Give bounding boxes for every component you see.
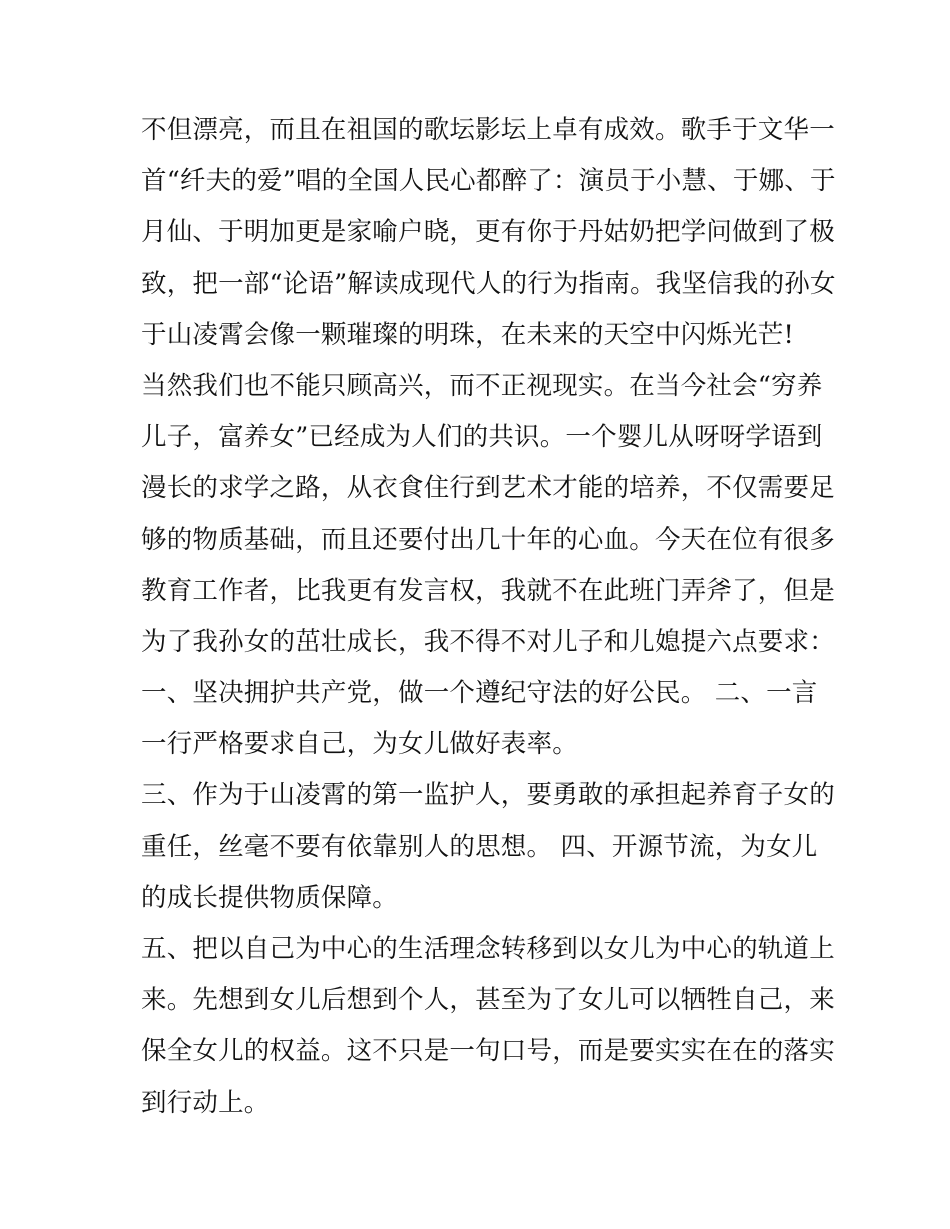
text-line-1: 不但漂亮，而且在祖国的歌坛影坛上卓有成效。歌手于文华一: [141, 115, 835, 145]
text-line-14: 三、作为于山凌霄的第一监护人，要勇敢的承担起养育子女的: [141, 780, 835, 811]
text-line-16: 的成长提供物质保障。: [141, 882, 399, 913]
text-line-12: 一、坚决拥护共产党，做一个遵纪守法的好公民。 二、一言: [141, 678, 818, 709]
text-line-17: 五、把以自己为中心的生活理念转移到以女儿为中心的轨道上: [141, 934, 835, 964]
text-line-5: 于山凌霄会像一颗璀璨的明珠，在未来的天空中闪烁光芒!: [141, 319, 794, 350]
text-line-19: 保全女儿的权益。这不只是一句口号，而是要实实在在的落实: [141, 1036, 835, 1067]
text-line-2: 首“纤夫的爱”唱的全国人民心都醉了：演员于小慧、于娜、于: [141, 166, 836, 197]
text-line-18: 来。先想到女儿后想到个人，甚至为了女儿可以牺牲自己，来: [141, 985, 835, 1016]
text-line-20: 到行动上。: [141, 1087, 270, 1118]
text-line-10: 教育工作者，比我更有发言权，我就不在此班门弄斧了，但是: [141, 575, 835, 606]
body-text: [141, 105, 841, 1129]
text-line-6: 当然我们也不能只顾高兴，而不正视现实。在当今社会“穷养: [141, 370, 823, 401]
text-line-8: 漫长的求学之路，从衣食住行到艺术才能的培养，不仅需要足: [141, 473, 835, 504]
text-line-3: 月仙、于明加更是家喻户晓，更有你于丹姑奶把学问做到了极: [141, 217, 835, 248]
text-line-15: 重任，丝毫不要有依靠别人的思想。 四、开源节流，为女儿: [141, 831, 818, 862]
text-line-4: 致，把一部“论语”解读成现代人的行为指南。我坚信我的孙女: [141, 268, 836, 299]
text-line-13: 一行严格要求自己，为女儿做好表率。: [141, 729, 578, 760]
text-line-7: 儿子，富养女”已经成为人们的共识。一个婴儿从呀呀学语到: [141, 422, 823, 453]
text-line-9: 够的物质基础，而且还要付出几十年的心血。今天在位有很多: [141, 524, 835, 555]
text-line-11: 为了我孙女的茁壮成长，我不得不对儿子和儿媳提六点要求：: [141, 626, 835, 657]
